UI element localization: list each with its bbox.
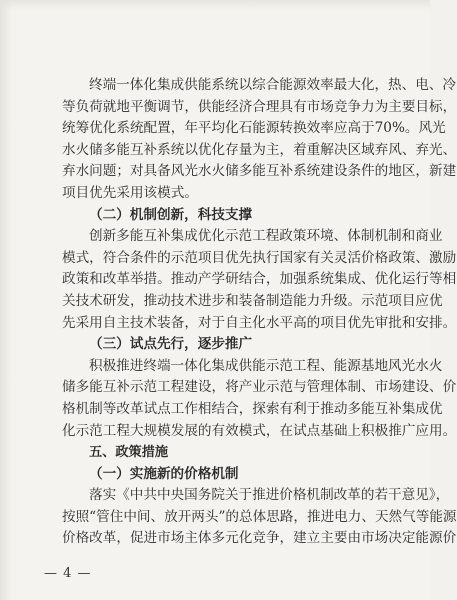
section-heading: （二）机制创新，科技支撑: [89, 206, 253, 223]
paragraph-line: 格机制等改革试点工作相结合，探索有利于推动多能互补集成优: [62, 400, 443, 417]
section-heading: （三）试点先行，逐步推广: [89, 336, 253, 353]
paragraph-line: 终端一体化集成供能系统以综合能源效率最大化，热、电、冷: [89, 77, 457, 93]
chapter-heading: 五、政策措施: [89, 445, 169, 461]
paragraph-line: 关技术研发，推动技术进步和装备制造能力升级。示范项目应优: [62, 292, 443, 309]
paragraph-line: 模式，符合条件的示范项目优先执行国家有关灵活价格政策、激励: [62, 249, 457, 266]
paragraph-line: 落实《中共中央国务院关于推进价格机制改革的若干意见》，: [89, 487, 450, 504]
paragraph-line: 储多能互补示范工程建设，将产业示范与管理体制、市场建设、价: [62, 379, 457, 396]
paragraph-line: 政策和改革举措。推动产学研结合，加强系统集成、优化运行等相: [62, 271, 457, 288]
paragraph-line: 化示范工程大规模发展的有效模式，在试点基础上积极推广应用。: [62, 422, 457, 439]
paragraph-line: 价格改革，促进市场主体多元化竞争，建立主要由市场决定能源价: [62, 530, 457, 547]
paragraph-line: 项目优先采用该模式。: [62, 184, 198, 201]
scan-shadow-left: [0, 0, 12, 600]
scan-shadow-top: [0, 0, 430, 10]
paragraph-line: 弃水问题；对具备风光水火储多能互补系统建设条件的地区，新建: [62, 163, 457, 180]
paragraph-line: 统筹优化系统配置，年平均化石能源转换效率应高于70%。风光: [62, 120, 446, 137]
paragraph-line: 先采用自主技术装备，对于自主化水平高的项目优先审批和安排。: [62, 314, 457, 331]
paragraph-line: 创新多能互补集成优化示范工程政策环境、体制机制和商业: [89, 228, 443, 245]
page-number: — 4 —: [44, 566, 92, 581]
paragraph-line: 水火储多能互补系统以优化存量为主，着重解决区域弃风、弃光、: [62, 141, 457, 158]
section-heading: （一）实施新的价格机制: [89, 465, 239, 482]
document-body: [62, 75, 457, 550]
paragraph-line: 按照“管住中间、放开两头”的总体思路，推进电力、天然气等能源: [62, 508, 457, 525]
paragraph-line: 积极推进终端一体化集成供能示范工程、能源基地风光水火: [89, 357, 443, 374]
paragraph-line: 等负荷就地平衡调节，供能经济合理具有市场竞争力为主要目标，: [62, 98, 457, 115]
